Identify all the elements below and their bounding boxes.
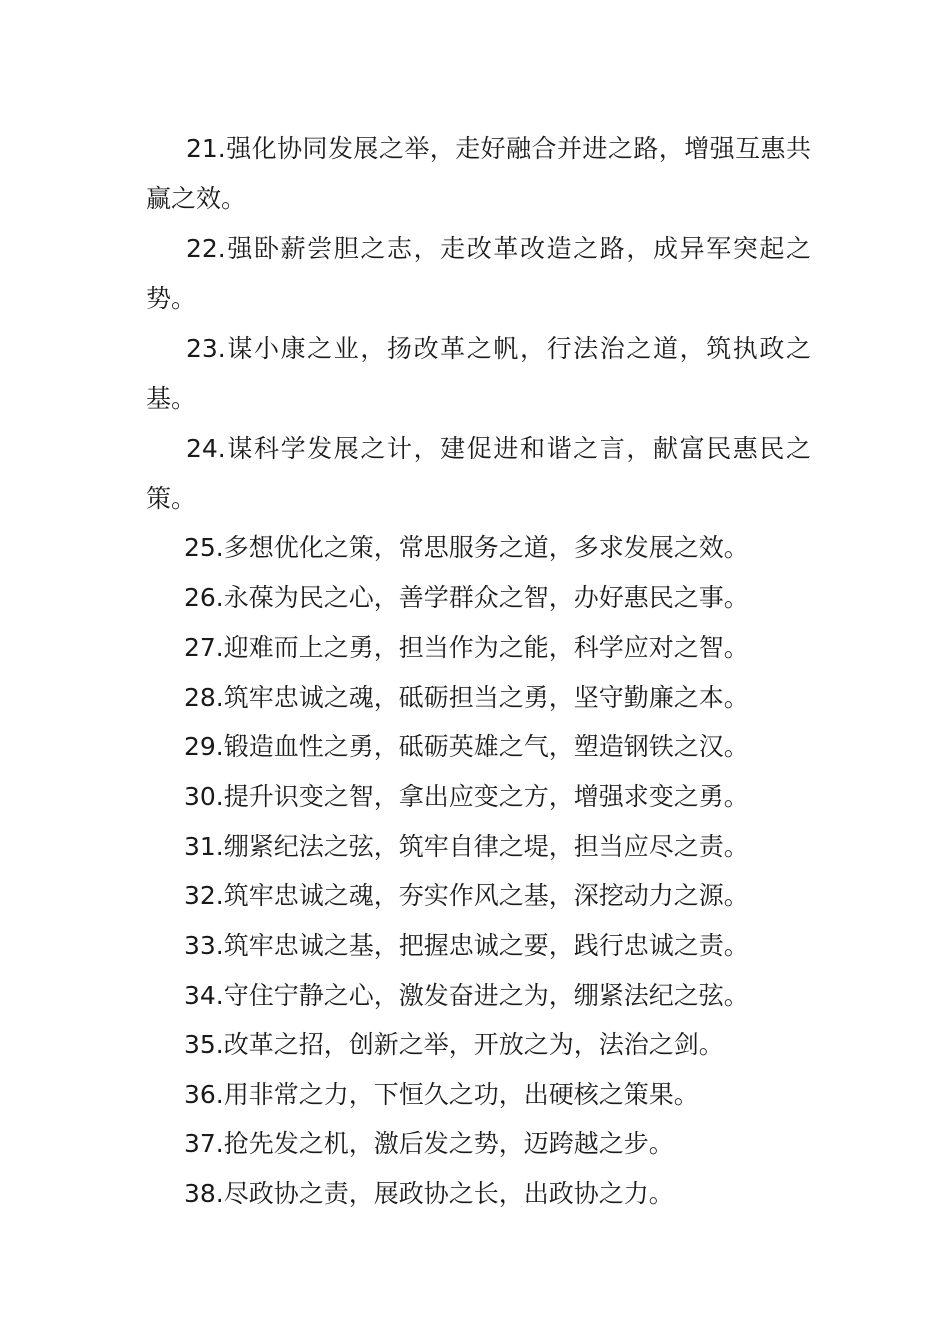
list-item-28: 28.筑牢忠诚之魂，砥砺担当之勇，坚守勤廉之本。 [184, 683, 749, 712]
list-item-31: 31.绷紧纪法之弦，筑牢自律之堤，担当应尽之责。 [184, 832, 749, 861]
list-item-33: 33.筑牢忠诚之基，把握忠诚之要，践行忠诚之责。 [184, 931, 749, 960]
list-item-23: 23.谋小康之业，扬改革之帆，行法治之道，筑执政之基。 [146, 334, 811, 413]
list-item-32: 32.筑牢忠诚之魂，夯实作风之基，深挖动力之源。 [184, 881, 749, 910]
list-item-24: 24.谋科学发展之计，建促进和谐之言，献富民惠民之策。 [146, 434, 811, 513]
list-item-37: 37.抢先发之机，激后发之势，迈跨越之步。 [184, 1129, 674, 1158]
list-item-36: 36.用非常之力，下恒久之功，出硬核之策果。 [184, 1080, 699, 1109]
list-item-38: 38.尽政协之责，展政协之长，出政协之力。 [184, 1179, 674, 1208]
list-item-22: 22.强卧薪尝胆之志，走改革改造之路，成异军突起之势。 [146, 234, 811, 313]
list-item-21: 21.强化协同发展之举，走好融合并进之路，增强互惠共赢之效。 [146, 134, 811, 213]
list-item-26: 26.永葆为民之心，善学群众之智，办好惠民之事。 [184, 583, 749, 612]
list-item-25: 25.多想优化之策，常思服务之道，多求发展之效。 [184, 533, 749, 562]
list-item-30: 30.提升识变之智，拿出应变之方，增强求变之勇。 [184, 782, 749, 811]
list-item-29: 29.锻造血性之勇，砥砺英雄之气，塑造钢铁之汉。 [184, 732, 749, 761]
list-item-27: 27.迎难而上之勇，担当作为之能，科学应对之智。 [184, 633, 749, 662]
list-item-35: 35.改革之招，创新之举，开放之为，法治之剑。 [184, 1030, 724, 1059]
list-item-34: 34.守住宁静之心，激发奋进之为，绷紧法纪之弦。 [184, 981, 749, 1010]
